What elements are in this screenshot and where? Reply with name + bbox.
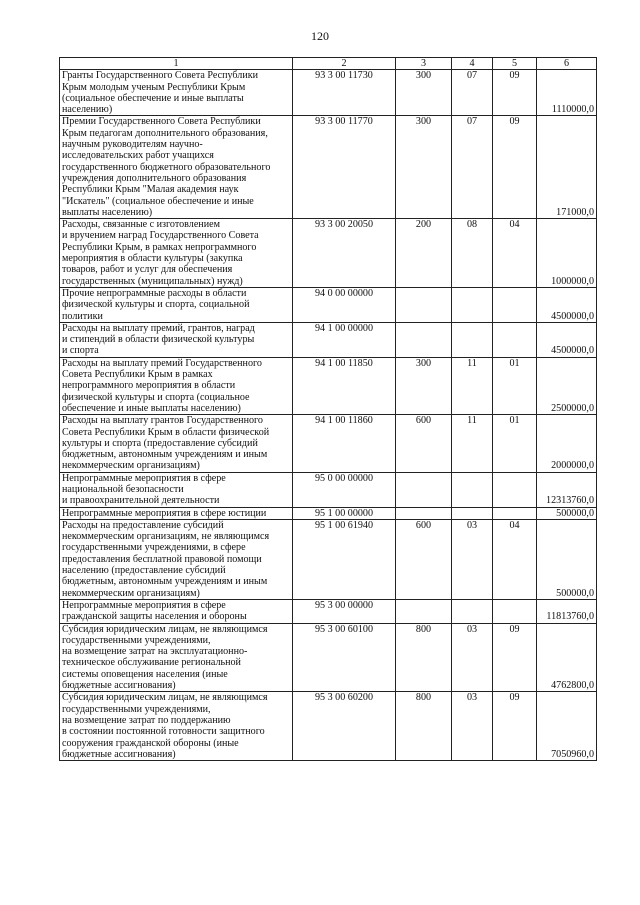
column-header: 1 [60,58,293,70]
subsection-cell: 04 [493,219,537,288]
expense-type-cell: 800 [396,692,452,761]
budget-table [59,57,597,761]
target-article-cell: 95 3 00 00000 [293,599,396,623]
section-cell: 03 [452,623,493,692]
target-article-cell: 95 3 00 60100 [293,623,396,692]
expense-type-cell: 200 [396,219,452,288]
amount-cell: 12313760,0 [537,472,597,507]
table-row [60,599,597,623]
column-header: 2 [293,58,396,70]
column-header: 4 [452,58,493,70]
target-article-cell: 95 1 00 61940 [293,519,396,599]
subsection-cell: 09 [493,70,537,116]
subsection-cell [493,507,537,519]
table-row [60,415,597,472]
amount-cell: 500000,0 [537,519,597,599]
target-article-cell: 95 3 00 60200 [293,692,396,761]
expense-name-cell: Расходы на выплату грантов Государственного Совета Республики Крым в области физической культуры и спорта (предоставление субсидий бюджетным, автономным учреждениям и иным некоммерческим организациям) [60,415,293,472]
column-header: 3 [396,58,452,70]
target-article-cell: 93 3 00 11770 [293,116,396,219]
expense-name-cell: Прочие непрограммные расходы в области физической культуры и спорта, социальной политики [60,287,293,322]
expense-name-cell: Непрограммные мероприятия в сфере юстиции [60,507,293,519]
table-row [60,357,597,414]
section-cell: 11 [452,357,493,414]
target-article-cell: 93 3 00 20050 [293,219,396,288]
table-row [60,287,597,322]
header-row [60,58,597,70]
expense-type-cell: 300 [396,116,452,219]
expense-name-cell: Непрограммные мероприятия в сфере гражданской защиты населения и обороны [60,599,293,623]
section-cell: 08 [452,219,493,288]
amount-cell: 500000,0 [537,507,597,519]
expense-type-cell [396,472,452,507]
expense-name-cell: Субсидия юридическим лицам, не являющимся государственными учреждениями, на возмещение затрат на эксплуатационно- техническое обслуживание региональной системы оповещения населения (иные бюджетные ассигнования) [60,623,293,692]
subsection-cell [493,472,537,507]
subsection-cell: 04 [493,519,537,599]
expense-type-cell [396,507,452,519]
section-cell: 07 [452,70,493,116]
expense-type-cell [396,287,452,322]
table-row [60,70,597,116]
subsection-cell: 09 [493,116,537,219]
expense-type-cell: 600 [396,519,452,599]
section-cell: 03 [452,519,493,599]
expense-name-cell: Расходы, связанные с изготовлением и вручением наград Государственного Совета Республики Крым, в рамках непрограммного мероприятия в области культуры (закупка товаров, работ и услуг для обеспечения государственных (муниципальных) нужд) [60,219,293,288]
expense-name-cell: Субсидия юридическим лицам, не являющимся государственными учреждениями, на возмещение затрат по поддержанию в состоянии постоянной готовности защитного сооружения гражданской обороны (иные бюджетные ассигнования) [60,692,293,761]
section-cell: 07 [452,116,493,219]
column-header: 5 [493,58,537,70]
expense-type-cell: 300 [396,357,452,414]
section-cell [452,287,493,322]
expense-name-cell: Расходы на выплату премий, грантов, наград и стипендий в области физической культуры и спорта [60,322,293,357]
amount-cell: 2000000,0 [537,415,597,472]
column-header: 6 [537,58,597,70]
amount-cell: 171000,0 [537,116,597,219]
table-row [60,322,597,357]
subsection-cell [493,322,537,357]
expense-name-cell: Премии Государственного Совета Республики Крым педагогам дополнительного образования, научным руководителям научно- исследовательских работ учащихся государственного бюджетного образовательного учреждения дополнительного образования Республики Крым "Малая академия наук "Искатель" (социальное обеспечение и иные выплаты населению) [60,116,293,219]
amount-cell: 11813760,0 [537,599,597,623]
subsection-cell: 09 [493,692,537,761]
section-cell [452,472,493,507]
subsection-cell [493,287,537,322]
section-cell [452,599,493,623]
amount-cell: 1110000,0 [537,70,597,116]
target-article-cell: 94 0 00 00000 [293,287,396,322]
target-article-cell: 94 1 00 11860 [293,415,396,472]
target-article-cell: 94 1 00 11850 [293,357,396,414]
amount-cell: 4500000,0 [537,322,597,357]
page-number: 120 [311,29,329,43]
expense-type-cell [396,322,452,357]
section-cell [452,322,493,357]
section-cell: 03 [452,692,493,761]
target-article-cell: 95 1 00 00000 [293,507,396,519]
expense-type-cell: 300 [396,70,452,116]
amount-cell: 4762800,0 [537,623,597,692]
expense-type-cell: 800 [396,623,452,692]
target-article-cell: 94 1 00 00000 [293,322,396,357]
table-row [60,623,597,692]
expense-type-cell: 600 [396,415,452,472]
amount-cell: 2500000,0 [537,357,597,414]
table-row [60,472,597,507]
table-row [60,116,597,219]
subsection-cell: 01 [493,357,537,414]
subsection-cell [493,599,537,623]
target-article-cell: 95 0 00 00000 [293,472,396,507]
subsection-cell: 09 [493,623,537,692]
table-row [60,692,597,761]
expense-type-cell [396,599,452,623]
table-row [60,507,597,519]
section-cell [452,507,493,519]
amount-cell: 7050960,0 [537,692,597,761]
amount-cell: 4500000,0 [537,287,597,322]
section-cell: 11 [452,415,493,472]
table-row [60,519,597,599]
expense-name-cell: Гранты Государственного Совета Республики Крым молодым ученым Республики Крым (социальное обеспечение и иные выплаты населению) [60,70,293,116]
subsection-cell: 01 [493,415,537,472]
amount-cell: 1000000,0 [537,219,597,288]
expense-name-cell: Расходы на предоставление субсидий некоммерческим организациям, не являющимся государственными учреждениями, в сфере предоставления бесплатной правовой помощи населению (предоставление субсидий бюджетным, автономным учреждениям и иным некоммерческим организациям) [60,519,293,599]
expense-name-cell: Расходы на выплату премий Государственного Совета Республики Крым в рамках непрограммного мероприятия в области физической культуры и спорта (социальное обеспечение и иные выплаты населению) [60,357,293,414]
expense-name-cell: Непрограммные мероприятия в сфере национальной безопасности и правоохранительной деятельности [60,472,293,507]
table-row [60,219,597,288]
target-article-cell: 93 3 00 11730 [293,70,396,116]
